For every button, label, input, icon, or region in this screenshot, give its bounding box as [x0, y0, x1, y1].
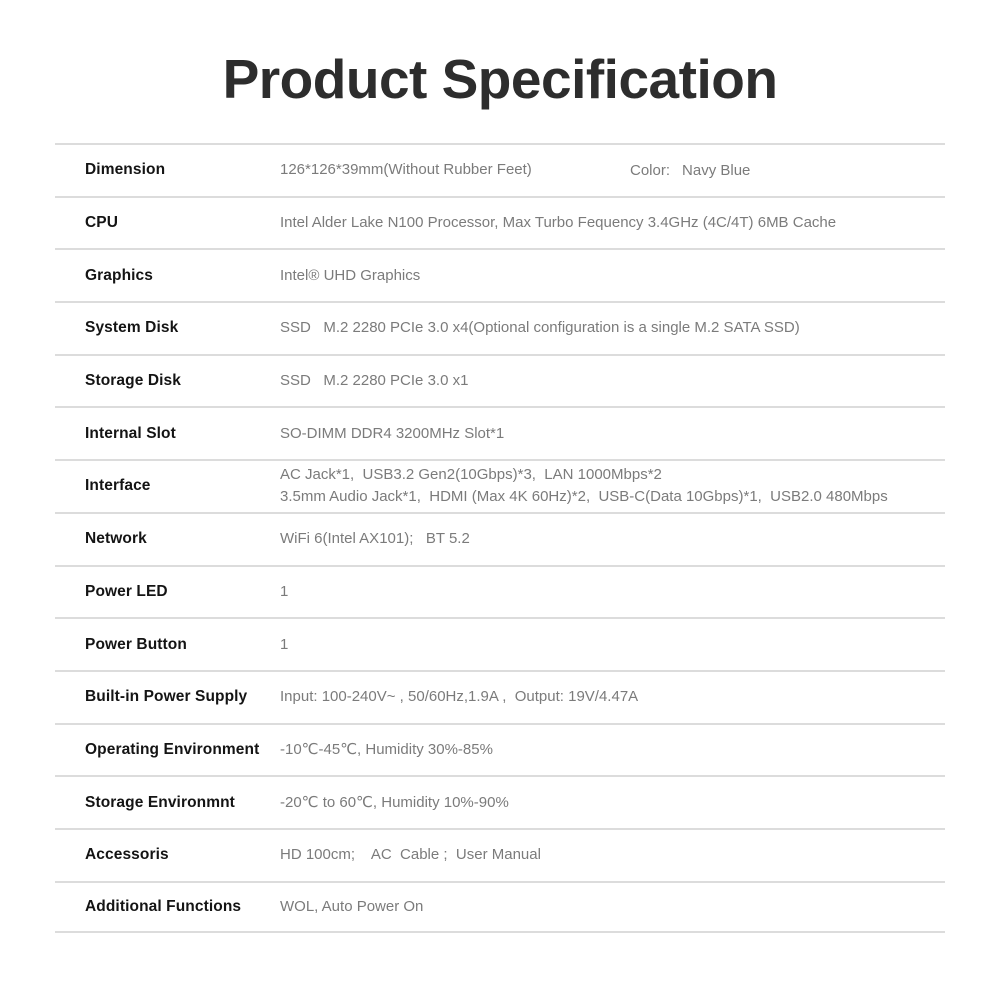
spec-label: Storage Environmnt	[85, 793, 235, 811]
spec-value: 1	[280, 582, 289, 600]
spec-row-storage-environment	[55, 775, 945, 828]
spec-value: 1	[280, 635, 289, 653]
spec-label: Internal Slot	[85, 424, 176, 442]
spec-label: Network	[85, 530, 147, 548]
spec-row-operating-environment	[55, 723, 945, 776]
spec-label: Graphics	[85, 266, 153, 284]
spec-value: WOL, Auto Power On	[280, 897, 424, 915]
spec-label: System Disk	[85, 319, 179, 337]
spec-row-system-disk	[55, 301, 945, 354]
spec-value: Input: 100-240V~ , 50/60Hz,1.9A , Output: 19V/4.47A	[280, 688, 639, 706]
spec-label: Power Button	[85, 635, 187, 653]
spec-row-power-led	[55, 565, 945, 618]
spec-row-dimension	[55, 143, 945, 196]
spec-row-cpu	[55, 196, 945, 249]
spec-value: SO-DIMM DDR4 3200MHz Slot*1	[280, 424, 505, 442]
spec-label: Power LED	[85, 582, 168, 600]
spec-value: 126*126*39mm(Without Rubber Feet)	[280, 161, 532, 179]
spec-label: Interface	[85, 477, 151, 495]
spec-row-accessories	[55, 828, 945, 881]
spec-label: Operating Environment	[85, 740, 260, 758]
spec-value-group	[280, 159, 945, 181]
spec-row-power-supply	[55, 670, 945, 723]
page-title: Product Specification	[222, 48, 778, 110]
spec-value: SSD M.2 2280 PCIe 3.0 x4(Optional configuration is a single M.2 SATA SSD)	[280, 319, 800, 337]
spec-table	[55, 143, 945, 933]
spec-row-network	[55, 512, 945, 565]
color-label: Color:	[630, 161, 671, 179]
spec-value: HD 100cm; AC Cable ; User Manual	[280, 846, 541, 864]
spec-value-stack	[280, 464, 945, 508]
spec-label: Built-in Power Supply	[85, 688, 248, 706]
spec-label: Accessoris	[85, 846, 169, 864]
spec-value: Intel® UHD Graphics	[280, 266, 421, 284]
spec-row-power-button	[55, 617, 945, 670]
spec-row-storage-disk	[55, 354, 945, 407]
spec-value: SSD M.2 2280 PCIe 3.0 x1	[280, 372, 469, 390]
spec-row-graphics	[55, 248, 945, 301]
spec-row-interface	[55, 459, 945, 512]
spec-row-additional-functions	[55, 881, 945, 934]
spec-label: Additional Functions	[85, 897, 242, 915]
spec-value: WiFi 6(Intel AX101); BT 5.2	[280, 530, 470, 548]
spec-value: Intel Alder Lake N100 Processor, Max Turbo Fequency 3.4GHz (4C/4T) 6MB Cache	[280, 214, 837, 232]
spec-label: CPU	[85, 214, 119, 232]
spec-label: Storage Disk	[85, 372, 181, 390]
color-value: Navy Blue	[682, 161, 751, 179]
spec-row-internal-slot	[55, 406, 945, 459]
spec-value-line1: AC Jack*1, USB3.2 Gen2(10Gbps)*3, LAN 1000Mbps*2	[280, 466, 662, 484]
spec-value: -20℃ to 60℃, Humidity 10%-90%	[280, 793, 509, 811]
spec-value: -10℃-45℃, Humidity 30%-85%	[280, 740, 493, 758]
spec-label: Dimension	[85, 161, 166, 179]
spec-value-line2: 3.5mm Audio Jack*1, HDMI (Max 4K 60Hz)*2, USB-C(Data 10Gbps)*1, USB2.0 480Mbps	[280, 488, 888, 506]
